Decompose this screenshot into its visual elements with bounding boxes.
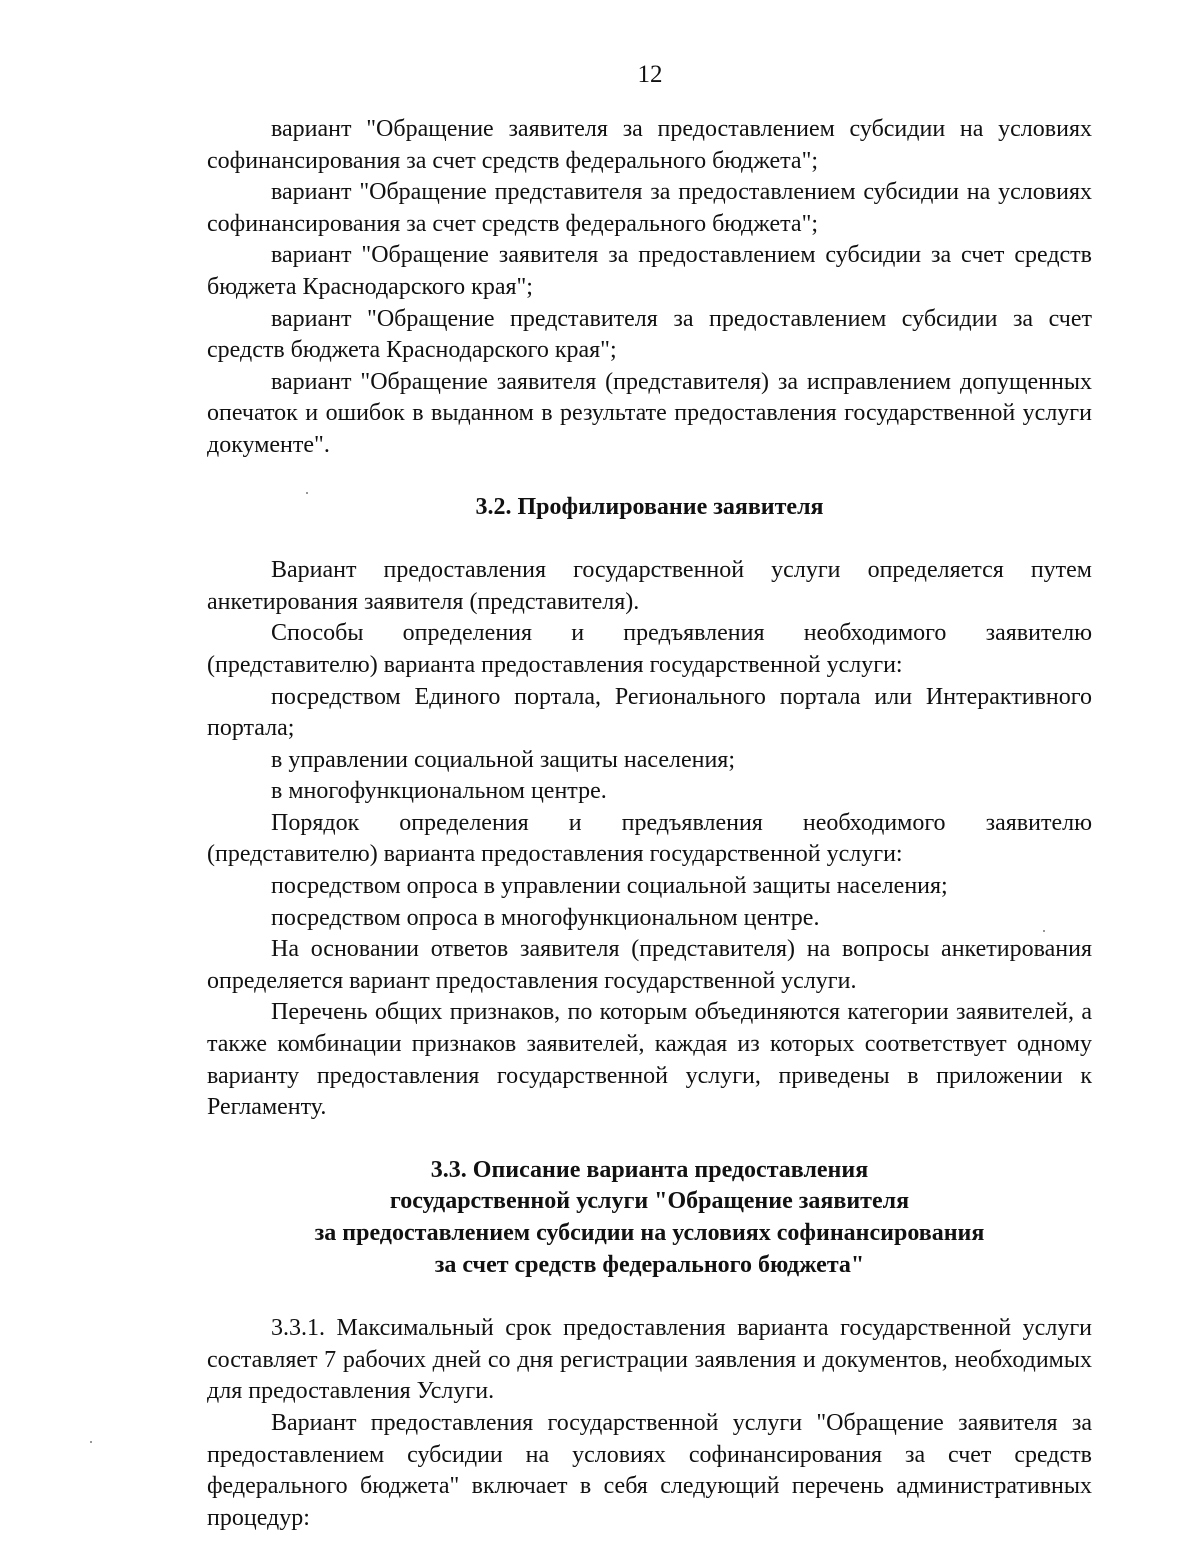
- section-3-3-title: [207, 1155, 1092, 1281]
- document-body: [207, 114, 1092, 1534]
- paragraph: Способы определения и предъявления необходимого заявителю (представителю) варианта предоставления государственной услуги:: [207, 620, 1092, 678]
- section-3-3-title-line: за счет средств федерального бюджета": [434, 1251, 865, 1278]
- variant-item: вариант "Обращение заявителя за предоставлением субсидии на условиях софинансирования за счет средств федерального бюджета";: [207, 116, 1092, 174]
- variant-item: вариант "Обращение представителя за предоставлением субсидии на условиях софинансирования за счет средств федерального бюджета";: [207, 179, 1092, 237]
- section-3-3-title-line: 3.3. Описание варианта предоставления: [430, 1156, 869, 1183]
- page-number: 12: [637, 61, 663, 88]
- scan-speck: [306, 492, 308, 494]
- paragraph: Вариант предоставления государственной услуги определяется путем анкетирования заявителя (представителя).: [207, 557, 1092, 615]
- section-3-2-title: 3.2. Профилирование заявителя: [475, 493, 824, 520]
- section-3-3-title-line: государственной услуги "Обращение заявителя: [389, 1188, 910, 1215]
- scan-speck: [90, 1441, 92, 1443]
- variant-item: вариант "Обращение представителя за предоставлением субсидии за счет средств бюджета Краснодарского края";: [207, 305, 1092, 364]
- paragraph: в многофункциональном центре.: [271, 778, 607, 805]
- section-3-3-title-line: за предоставлением субсидии на условиях софинансирования: [314, 1220, 985, 1246]
- paragraph: посредством опроса в управлении социальной защиты населения;: [271, 873, 948, 900]
- paragraph: посредством Единого портала, Регионального портала или Интерактивного портала;: [207, 683, 1092, 742]
- variant-item: вариант "Обращение заявителя (представителя) за исправлением допущенных опечаток и ошибок в выданном в результате предоставления государственной услуги документе".: [207, 368, 1092, 458]
- section-3-2-body: [207, 555, 1092, 1124]
- scan-speck: [1043, 930, 1045, 932]
- variants-list: [207, 114, 1092, 462]
- paragraph: Перечень общих признаков, по которым объединяются категории заявителей, а также комбинации признаков заявителей, каждая из которых соответствует одному варианту предоставления государственной услуги, приведены в приложении к Регламенту.: [207, 999, 1092, 1121]
- paragraph: На основании ответов заявителя (представителя) на вопросы анкетирования определяется вариант предоставления государственной услуги.: [207, 936, 1092, 994]
- paragraph: Вариант предоставления государственной услуги "Обращение заявителя за предоставлением субсидии на условиях софинансирования за счет средств федерального бюджета" включает в себя следующий перечень административных процедур:: [207, 1409, 1092, 1531]
- paragraph: посредством опроса в многофункциональном центре.: [271, 904, 820, 931]
- paragraph: в управлении социальной защиты населения;: [271, 746, 736, 773]
- section-3-3-body: [207, 1313, 1092, 1534]
- paragraph: 3.3.1. Максимальный срок предоставления варианта государственной услуги составляет 7 рабочих дней со дня регистрации заявления и документов, необходимых для предоставления Услуги.: [207, 1315, 1092, 1405]
- variant-item: вариант "Обращение заявителя за предоставлением субсидии за счет средств бюджета Краснодарского края";: [207, 242, 1092, 300]
- paragraph: Порядок определения и предъявления необходимого заявителю (представителю) варианта предоставления государственной услуги:: [207, 809, 1092, 868]
